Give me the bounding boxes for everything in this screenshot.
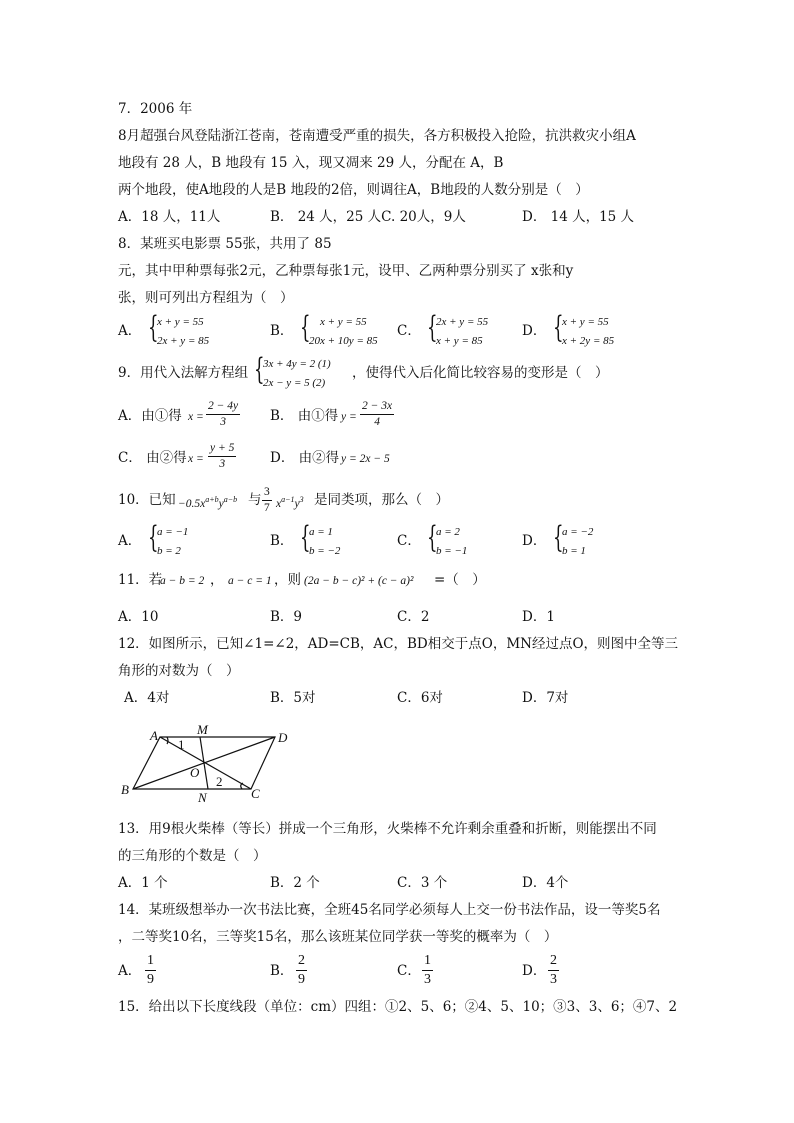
q9-option-b-fraction: $\frac{2 - 3x}{4}$ (362, 400, 393, 428)
label-c: C (251, 786, 260, 801)
label-a: A (150, 728, 158, 743)
q10-suffix: 是同类项，那么（ ） (314, 492, 449, 508)
q9-option-b-lhs: y = (341, 411, 357, 423)
q14-option-a-fraction: $\frac{1}{9}$ (147, 953, 154, 987)
q11-option-b: B．9 (270, 609, 303, 625)
q12-line-1: 12．如图所示，已知∠1=∠2，AD=CB，AC，BD相交于点O，MN经过点O，则图中全等三 (118, 636, 679, 652)
q13-option-a: A．1 个 (118, 875, 168, 891)
q8-option-a-label: A． (118, 323, 142, 339)
q13-option-b: B．2 个 (270, 875, 320, 891)
q14-option-d-label: D． (522, 963, 547, 979)
q9-prefix: 9．用代入法解方程组 (118, 365, 249, 381)
q7-line-2: 8月超强台风登陆浙江苍南，苍南遭受严重的损失，各方积极投入抢险，抗洪救灾小组A (118, 128, 636, 144)
q7-option-a: A．18 人，11人 (118, 209, 221, 225)
label-o: O (190, 765, 200, 780)
q8-option-d-label: D． (522, 323, 547, 339)
q9-option-d-expr: y = 2x − 5 (341, 453, 390, 465)
label-angle-1: 1 (178, 737, 185, 752)
q11-mid: ，则 (274, 572, 301, 588)
q9-option-c-lhs: x = (188, 453, 204, 465)
q12-option-c: C．6对 (397, 690, 443, 706)
q14-option-b-fraction: $\frac{2}{9}$ (298, 953, 305, 987)
q12-option-d: D．7对 (522, 690, 569, 706)
q13-option-d: D．4个 (522, 875, 569, 891)
q8-line-1: 8．某班买电影票 55张，共用了 85 (118, 236, 332, 252)
q8-line-2: 元，其中甲种票每张2元，乙种票每张1元，设甲、乙两种票分别买了 x张和y (118, 263, 574, 279)
q10-prefix: 10．已知 (118, 492, 176, 508)
segment-mn (200, 737, 208, 789)
q7-option-b: B． 24 人，25 人C. 20人，9人 (270, 209, 466, 225)
q9-suffix: ，使得代入后化简比较容易的变形是（ ） (352, 365, 609, 381)
q10-fraction: $\frac{3}{7}$ (264, 486, 270, 514)
q14-option-c-fraction: $\frac{1}{3}$ (424, 953, 431, 987)
q12-parallelogram-figure (118, 720, 298, 810)
q12-option-b: B．5对 (270, 690, 316, 706)
q11-expression: (2a − b − c)² + (c − a)² (304, 575, 414, 587)
q10-term-2: $x^{a-1}y^3$ (276, 495, 304, 510)
label-b: B (121, 782, 129, 797)
q15-line-1: 15．给出以下长度线段（单位：cm）四组：①2、5、6；②4、5、10；③3、3、6；④7、2 (118, 999, 678, 1015)
q13-option-c: C．3 个 (397, 875, 448, 891)
q11-prefix: 11．若 (118, 572, 163, 588)
q8-line-3: 张，则可列出方程组为（ ） (118, 290, 294, 306)
q14-option-a-label: A． (118, 963, 142, 979)
label-angle-2: 2 (216, 774, 223, 789)
q9-option-c-text: C． 由②得 (118, 450, 187, 466)
q10-term-1: $-0.5x^{a+b}y^{a-b}$ (178, 495, 238, 510)
q9-option-c-fraction: $\frac{y + 5}{3}$ (210, 442, 235, 470)
q7-option-d: D． 14 人，15 人 (522, 209, 635, 225)
q11-option-c: C．2 (397, 609, 430, 625)
q10-option-b-label: B． (270, 533, 294, 549)
q11-option-d: D．1 (522, 609, 555, 625)
label-n: N (198, 790, 207, 805)
q11-suffix: =（ ） (434, 572, 486, 588)
q11-condition-1: a − b = 2 (160, 575, 205, 587)
q14-option-b-label: B． (270, 963, 294, 979)
q9-option-a-lhs: x = (188, 411, 204, 423)
q12-line-2: 角形的对数为（ ） (118, 663, 240, 679)
q11-separator: ， (210, 572, 224, 588)
q7-line-4: 两个地段，使A地段的人是B 地段的2倍，则调往A，B地段的人数分别是（ ） (118, 182, 589, 198)
q9-option-a-text: A．由①得 (118, 408, 182, 424)
q12-option-a: A．4对 (124, 690, 170, 706)
exam-page: 7．2006 年 8月超强台风登陆浙江苍南，苍南遭受严重的损失，各方积极投入抢险，抗洪救灾小组A 地段有 28 人，B 地段有 15 入，现又凋来 29 人，分配在 A，B 两个地段，使A地段的人是B 地段的2倍，则调往A，B地段的人数分别是（ ） A．18 人，11人 B． 24 人，25 人C. 20人，9人 D． 14 人，15 人 8．某班买电影票 55张，共用了 85 元，其中甲种票每张2元，乙种票每张1元，设甲、乙两种票分别买了 x张和y 张，则可列出方程组为（ ） A． { x + y = 55 2x + y = 85 B． { x + y = 55 20x + 10y = 85 C． { 2x + y = 55 x + y = 85 D． { x + y = 55 x + 2y = 85 9．用代入法解方程组 { 3x + 4y = 2 (1) 2x − y = 5 (2) ，使得代入后化简比较容易的变形是（ ） A．由①得 x = $\frac{2 - 4y}{3}$ B． 由①得 y = $\frac{2 - 3x}{4}$ C． 由②得 x = $\frac{y + 5}{3}$ D． 由②得 y = 2x − 5 10．已知 $-0.5x^{a+b}y^{a-b}$ 与 $\frac{3}{7}$ $x^{a-1}y^3$ 是同类项，那么（ ） A． { a = −1 b = 2 B． { a = 1 b = −2 C． { a = 2 b = −1 D． { a = −2 b = 1 11．若 a − b = 2 ， a − c = 1 ，则 (2a − b − c)² + (c − a)² =（ ） A．10 B．9 C．2 D．1 12．如图所示，已知∠1=∠2，AD=CB，AC，BD相交于点O，MN经过点O，则图中全等三 角形的对数为（ ） A．4对 B．5对 C．6对 D．7对 A M D B N C O 1 2 13．用9根火柴棒（等长）拼成一个三角形，火柴棒不允许剩余重叠和折断，则能摆出不同 的三角形的个数是（ ） A．1 个 B．2 个 C．3 个 D．4个 14．某班级想举办一次书法比赛，全班45名同学必须每人上交一份书法作品，设一等奖5名 ，二等奖10名，三等奖15名，那么该班某位同学获一等奖的概率为（ ） A． $\frac{1}{9}$ B． $\frac{2}{9}$ C． $\frac{1}{3}$ D． $\frac{2}{3}$ 15．给出以下长度线段（单位：cm）四组：①2、5、6；②4、5、10；③3、3、6；④7、2 (118, 101, 679, 1015)
q11-condition-2: a − c = 1 (228, 575, 272, 587)
q14-option-c-label: C． (397, 963, 421, 979)
q14-line-1: 14．某班级想举办一次书法比赛，全班45名同学必须每人上交一份书法作品，设一等奖5名 (118, 902, 661, 918)
q14-line-2: ，二等奖10名，三等奖15名，那么该班某位同学获一等奖的概率为（ ） (118, 929, 558, 945)
q10-option-a-label: A． (118, 533, 142, 549)
q11-option-a: A．10 (118, 609, 159, 625)
q9-option-d-text: D． 由②得 (270, 450, 340, 466)
q8-option-b-label: B． (270, 323, 294, 339)
q10-option-c-label: C． (397, 533, 421, 549)
q7-line-1: 7．2006 年 (118, 101, 193, 117)
q14-option-d-fraction: $\frac{2}{3}$ (550, 953, 557, 987)
q9-option-a-fraction: $\frac{2 - 4y}{3}$ (208, 400, 239, 428)
q10-mid: 与 (248, 492, 262, 508)
q8-option-c-label: C． (397, 323, 421, 339)
q13-line-1: 13．用9根火柴棒（等长）拼成一个三角形，火柴棒不允许剩余重叠和折断，则能摆出不同 (118, 821, 657, 837)
label-d: D (278, 730, 288, 745)
label-m: M (197, 722, 208, 737)
q13-line-2: 的三角形的个数是（ ） (118, 848, 267, 864)
q10-option-d-label: D． (522, 533, 547, 549)
q9-option-b-text: B． 由①得 (270, 408, 339, 424)
q7-line-3: 地段有 28 人，B 地段有 15 入，现又凋来 29 人，分配在 A，B (118, 155, 504, 171)
